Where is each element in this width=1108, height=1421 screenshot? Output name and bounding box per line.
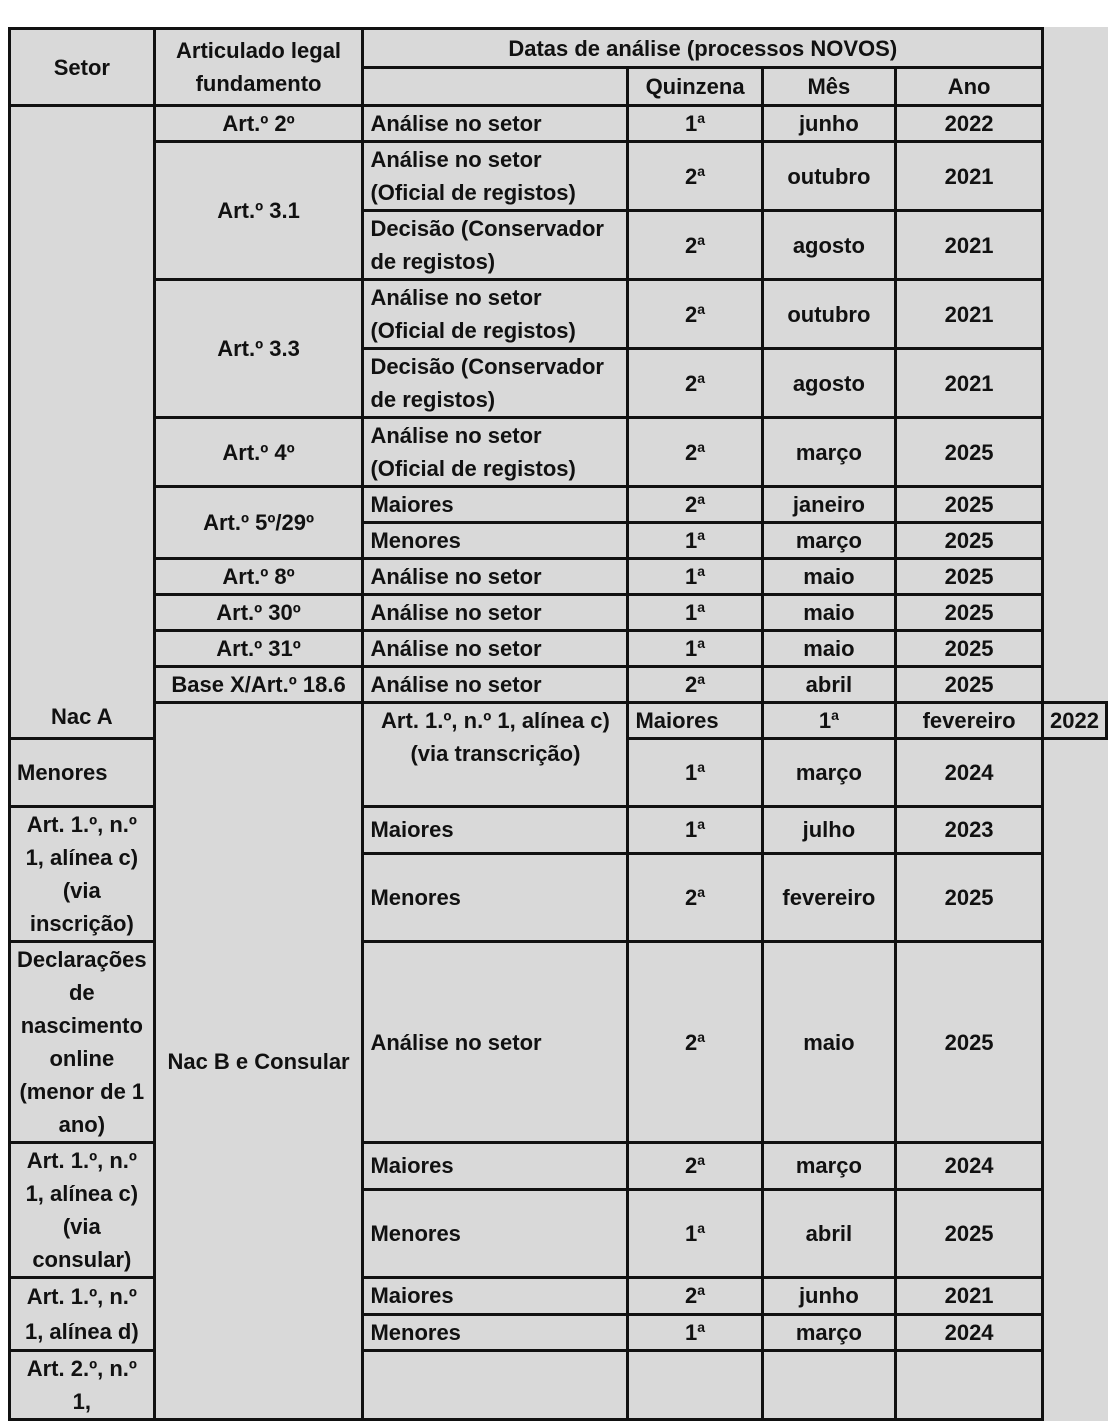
- quinzena-cell: 2$^a$: [628, 667, 762, 703]
- descricao-cell: Maiores: [363, 807, 628, 854]
- mes-cell: março: [762, 739, 895, 807]
- ordinal-indicator: a: [697, 1282, 706, 1299]
- mes-cell: março: [762, 418, 895, 487]
- quinzena-cell: [628, 1351, 762, 1420]
- articulado-cell: Art.º 5º/29º: [154, 487, 363, 559]
- quinzena-cell: 2$^a$: [628, 142, 762, 211]
- ano-cell: 2025: [896, 487, 1043, 523]
- ano-cell: 2025: [896, 631, 1043, 667]
- mes-cell: agosto: [762, 349, 895, 418]
- descricao-cell: Menores: [363, 1314, 628, 1351]
- descricao-cell: Menores: [363, 1189, 628, 1277]
- descricao-cell: Análise no setor (Oficial de registos): [363, 280, 628, 349]
- descricao-cell: Análise no setor: [363, 667, 628, 703]
- table-row: [10, 280, 1107, 349]
- ano-cell: 2025: [896, 418, 1043, 487]
- articulado-cell: Art.º 31º: [154, 631, 363, 667]
- descricao-cell: Maiores: [363, 487, 628, 523]
- header-setor: Setor: [10, 29, 155, 106]
- quinzena-cell: 1$^a$: [628, 807, 762, 854]
- ordinal-indicator: a: [697, 1028, 706, 1045]
- quinzena-cell: 2$^a$: [628, 487, 762, 523]
- ordinal-indicator: a: [697, 110, 706, 126]
- descricao-cell: Decisão (Conservador de registos): [363, 211, 628, 280]
- ano-cell: 2025: [896, 559, 1043, 595]
- mes-cell: abril: [762, 1189, 895, 1277]
- descricao-cell: Maiores: [363, 1143, 628, 1190]
- articulado-cell: Art.º 8º: [154, 559, 363, 595]
- table-row: [10, 703, 1107, 739]
- ano-cell: 2025: [896, 667, 1043, 703]
- analysis-dates-table: [8, 27, 1108, 1421]
- ordinal-indicator: a: [697, 1219, 706, 1236]
- descricao-cell: Menores: [10, 739, 155, 807]
- ano-cell: 2021: [896, 211, 1043, 280]
- ordinal-indicator: a: [697, 231, 706, 248]
- ordinal-indicator: a: [697, 527, 706, 543]
- quinzena-cell: 1$^a$: [628, 739, 762, 807]
- ano-cell: 2025: [896, 853, 1043, 941]
- setor-cell: Nac B e Consular: [154, 703, 363, 1420]
- descricao-cell: Análise no setor: [363, 595, 628, 631]
- mes-cell: março: [762, 1143, 895, 1190]
- mes-cell: maio: [762, 595, 895, 631]
- ano-cell: 2022: [896, 106, 1043, 142]
- ano-cell: 2021: [896, 349, 1043, 418]
- ano-cell: 2021: [896, 142, 1043, 211]
- quinzena-cell: 2$^a$: [628, 1278, 762, 1315]
- quinzena-cell: 1$^a$: [628, 595, 762, 631]
- mes-cell: agosto: [762, 211, 895, 280]
- mes-cell: maio: [762, 942, 895, 1143]
- ano-cell: 2024: [896, 739, 1043, 807]
- articulado-cell: Declarações de nascimento online (menor de 1 ano): [10, 942, 155, 1143]
- ano-cell: [896, 1351, 1043, 1420]
- ordinal-indicator: a: [697, 300, 706, 317]
- ano-cell: 2022: [1043, 703, 1107, 739]
- setor-cell: Nac A: [10, 106, 155, 739]
- mes-cell: outubro: [762, 280, 895, 349]
- ordinal-indicator: a: [697, 759, 706, 775]
- quinzena-cell: 1$^a$: [628, 559, 762, 595]
- mes-cell: junho: [762, 1278, 895, 1315]
- quinzena-cell: 2$^a$: [628, 418, 762, 487]
- quinzena-cell: 1$^a$: [628, 523, 762, 559]
- articulado-cell: Art. 1.º, n.º 1, alínea d): [10, 1278, 155, 1351]
- table-row: [10, 667, 1107, 703]
- descricao-cell: Análise no setor: [363, 559, 628, 595]
- quinzena-cell: 1$^a$: [628, 631, 762, 667]
- articulado-cell: Art. 1.º, n.º 1, alínea c) (via inscrição): [10, 807, 155, 942]
- table-wrapper: [8, 27, 1108, 1421]
- header-row-1: [10, 29, 1107, 68]
- ano-cell: 2025: [896, 595, 1043, 631]
- articulado-cell: Art.º 3.1: [154, 142, 363, 280]
- table-row: [10, 142, 1107, 211]
- quinzena-cell: 1$^a$: [628, 106, 762, 142]
- articulado-cell: Art. 1.º, n.º 1, alínea c) (via transcrição): [363, 703, 628, 807]
- ano-cell: 2025: [896, 523, 1043, 559]
- mes-cell: fevereiro: [762, 853, 895, 941]
- table-body: [10, 106, 1107, 1420]
- descricao-cell: Maiores: [628, 703, 762, 739]
- ano-cell: 2021: [896, 1278, 1043, 1315]
- descricao-cell: Análise no setor: [363, 942, 628, 1143]
- mes-cell: fevereiro: [896, 703, 1043, 739]
- articulado-cell: Art. 2.º, n.º 1,: [10, 1351, 155, 1420]
- mes-cell: outubro: [762, 142, 895, 211]
- quinzena-cell: 1$^a$: [628, 1189, 762, 1277]
- header-mes: Mês: [762, 68, 895, 106]
- table-row: [10, 595, 1107, 631]
- descricao-cell: Maiores: [363, 1278, 628, 1315]
- quinzena-cell: 1$^a$: [762, 703, 895, 739]
- table-row: [10, 106, 1107, 142]
- descricao-cell: Menores: [363, 853, 628, 941]
- mes-cell: janeiro: [762, 487, 895, 523]
- mes-cell: junho: [762, 106, 895, 142]
- articulado-cell: Art.º 30º: [154, 595, 363, 631]
- descricao-cell: Análise no setor (Oficial de registos): [363, 418, 628, 487]
- descricao-cell: Análise no setor (Oficial de registos): [363, 142, 628, 211]
- mes-cell: abril: [762, 667, 895, 703]
- quinzena-cell: 1$^a$: [628, 1314, 762, 1351]
- mes-cell: março: [762, 1314, 895, 1351]
- ordinal-indicator: a: [697, 369, 706, 386]
- articulado-cell: Art.º 4º: [154, 418, 363, 487]
- ordinal-indicator: a: [831, 707, 839, 723]
- mes-cell: maio: [762, 631, 895, 667]
- quinzena-cell: 2$^a$: [628, 349, 762, 418]
- ordinal-indicator: a: [697, 883, 706, 900]
- ordinal-indicator: a: [697, 491, 706, 507]
- ano-cell: 2024: [896, 1314, 1043, 1351]
- mes-cell: março: [762, 523, 895, 559]
- ordinal-indicator: a: [697, 1318, 706, 1335]
- descricao-cell: Análise no setor: [363, 106, 628, 142]
- ordinal-indicator: a: [697, 599, 706, 615]
- descricao-cell: Menores: [363, 523, 628, 559]
- header-descricao: [363, 68, 628, 106]
- quinzena-cell: 2$^a$: [628, 211, 762, 280]
- header-datas: Datas de análise (processos NOVOS): [363, 29, 1043, 68]
- ano-cell: 2021: [896, 280, 1043, 349]
- ordinal-indicator: a: [697, 162, 706, 179]
- header-ano: Ano: [896, 68, 1043, 106]
- table-row: [10, 559, 1107, 595]
- quinzena-cell: 2$^a$: [628, 280, 762, 349]
- table-row: [10, 418, 1107, 487]
- articulado-cell: Base X/Art.º 18.6: [154, 667, 363, 703]
- header-articulado: Articulado legal fundamento: [154, 29, 363, 106]
- ano-cell: 2025: [896, 1189, 1043, 1277]
- mes-cell: [762, 1351, 895, 1420]
- mes-cell: maio: [762, 559, 895, 595]
- ordinal-indicator: a: [697, 438, 706, 455]
- quinzena-cell: 2$^a$: [628, 1143, 762, 1190]
- header-quinzena: Quinzena: [628, 68, 762, 106]
- ordinal-indicator: a: [697, 635, 706, 651]
- table-row: [10, 487, 1107, 523]
- descricao-cell: [363, 1351, 628, 1420]
- articulado-cell: Art. 1.º, n.º 1, alínea c) (via consular): [10, 1143, 155, 1278]
- table-row: [10, 631, 1107, 667]
- quinzena-cell: 2$^a$: [628, 942, 762, 1143]
- descricao-cell: Análise no setor: [363, 631, 628, 667]
- mes-cell: julho: [762, 807, 895, 854]
- ano-cell: 2024: [896, 1143, 1043, 1190]
- articulado-cell: Art.º 2º: [154, 106, 363, 142]
- quinzena-cell: 2$^a$: [628, 853, 762, 941]
- ano-cell: 2023: [896, 807, 1043, 854]
- ano-cell: 2025: [896, 942, 1043, 1143]
- ordinal-indicator: a: [697, 1152, 706, 1169]
- ordinal-indicator: a: [697, 563, 706, 579]
- ordinal-indicator: a: [697, 671, 706, 687]
- ordinal-indicator: a: [697, 816, 706, 833]
- articulado-cell: Art.º 3.3: [154, 280, 363, 418]
- descricao-cell: Decisão (Conservador de registos): [363, 349, 628, 418]
